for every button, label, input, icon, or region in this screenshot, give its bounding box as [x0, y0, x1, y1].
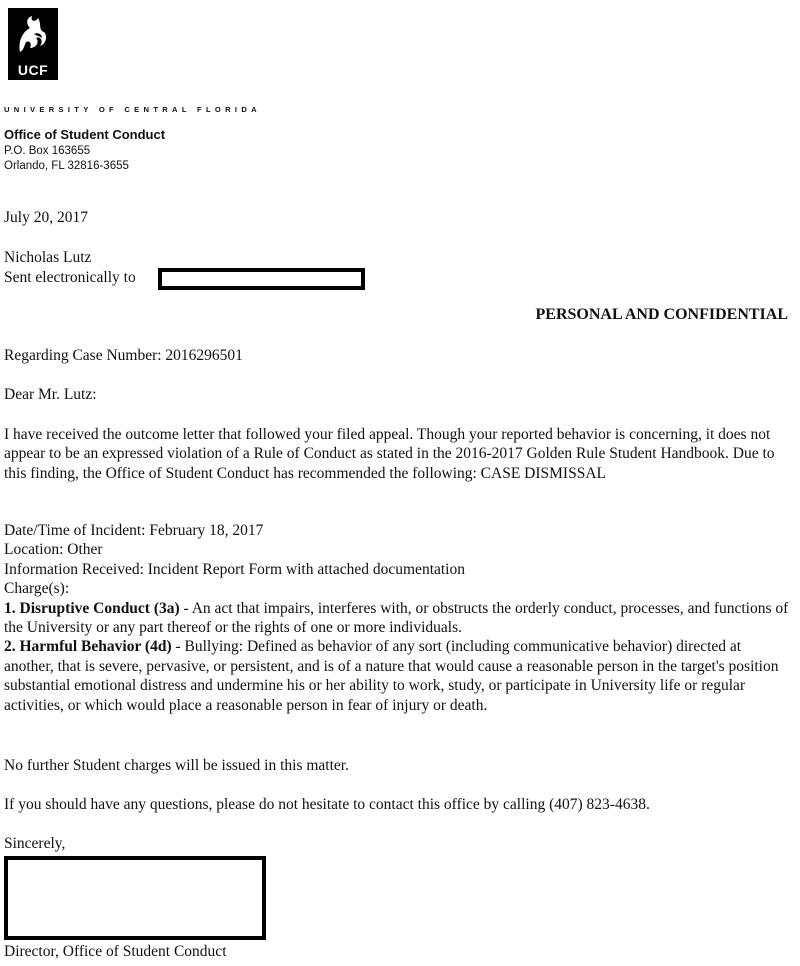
charge-text: - An act that impairs, interferes with, or obstructs the orderly conduct, processes, and functions of the University or any part thereof or the rights of one or more individuals.: [4, 599, 789, 637]
email-redaction-box: [158, 268, 365, 290]
closing: Sincerely,: [4, 835, 66, 852]
ucf-logo: [8, 8, 58, 80]
recipient-name: Nicholas Lutz: [4, 249, 92, 266]
address-line-1: P.O. Box 163655: [4, 145, 91, 157]
signature-redaction-box: [4, 856, 266, 940]
logo-text: UCF: [17, 62, 49, 78]
letter-date: July 20, 2017: [4, 209, 88, 226]
salutation: Dear Mr. Lutz:: [4, 386, 97, 403]
charge-title: 1. Disruptive Conduct (3a): [4, 599, 180, 617]
information-received: Information Received: Incident Report Form with attached documentation: [4, 560, 465, 578]
charge-item: [4, 599, 794, 638]
incident-details: [4, 521, 794, 715]
case-number: Regarding Case Number: 2016296501: [4, 347, 243, 364]
body-text: I have received the outcome letter that followed your filed appeal. Though your reported behavior is concerning, it does not appear to be an expressed violation of a Rule of Conduct as stated in the 2016-2017 Golden Rule Student Handbook. Due to this finding, the Office of Student Conduct has recommended the following: CASE DISMISSAL: [4, 426, 775, 482]
sent-to-label: Sent electronically to: [4, 269, 136, 286]
signer-title: Director, Office of Student Conduct: [4, 943, 227, 960]
incident-date: Date/Time of Incident: February 18, 2017: [4, 522, 264, 539]
address-line-2: Orlando, FL 32816-3655: [4, 160, 129, 172]
office-name: Office of Student Conduct: [4, 127, 166, 142]
pegasus-icon: [14, 12, 52, 56]
charge-title: 2. Harmful Behavior (4d): [4, 638, 172, 656]
questions-text: If you should have any questions, please do not hesitate to contact this office by calling (407) 823-4638.: [4, 796, 650, 813]
no-further-charges: No further Student charges will be issued in this matter.: [4, 757, 349, 774]
charge-text: - Bullying: Defined as behavior of any sort (including communicative behavior) directed at another, that is severe, pervasive, or persistent, and is of a nature that would cause a reasonable person in the target's position substantial emotional distress and undermine his or her ability to work, study, or participate in University life or regular activities, or which would place a reasonable person in fear of injury or death.: [4, 638, 779, 714]
charge-item: [4, 637, 794, 715]
incident-location: Location: Other: [4, 541, 103, 559]
charges-label: Charge(s):: [4, 580, 70, 598]
body-paragraph: [4, 425, 794, 483]
confidential-heading: PERSONAL AND CONFIDENTIAL: [535, 306, 788, 323]
university-name: UNIVERSITY OF CENTRAL FLORIDA: [4, 105, 261, 114]
